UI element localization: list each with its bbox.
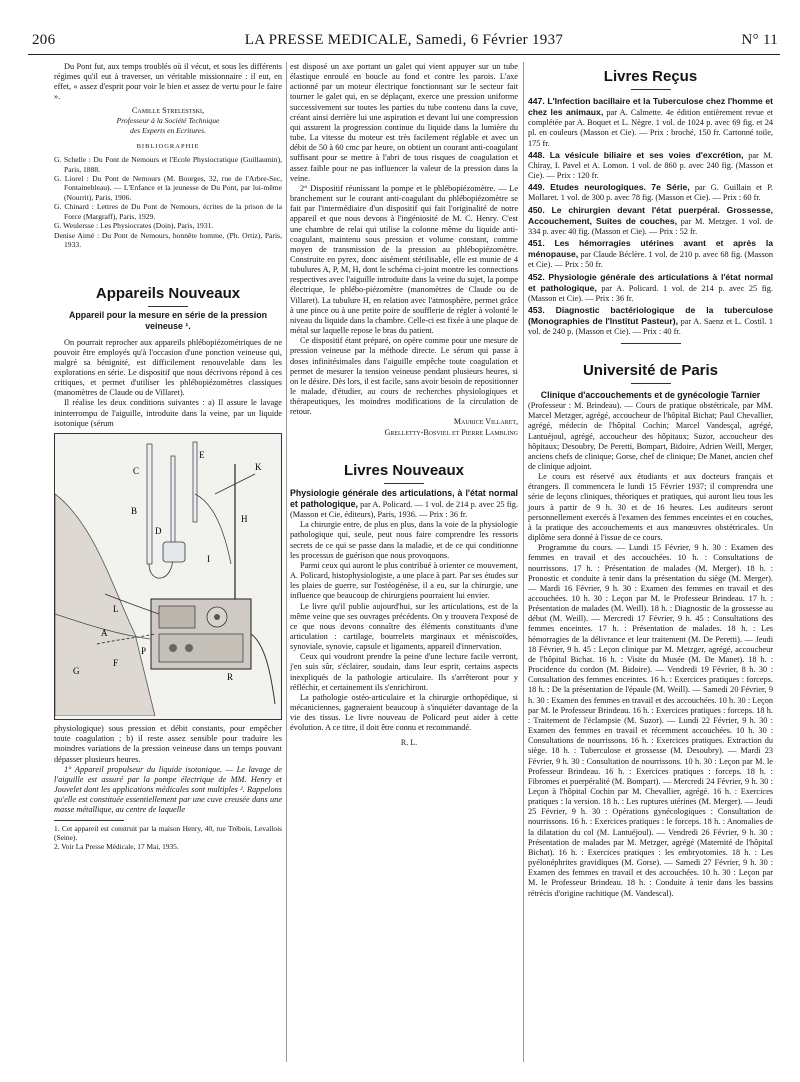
- list-item: [528, 305, 773, 337]
- journal-title: LA PRESSE MEDICALE, Samedi, 6 Février 1937: [244, 32, 564, 48]
- body-paragraph: La chirurgie entre, de plus en plus, dans la voie de la physiologie pathologique qui, seule, peut nous faire comprendre les ressorts secrets de ce qui se passe dans la maladie, et de ce qui conditionne les processus de guérison que nous provoquons.: [290, 520, 518, 560]
- books-received-list: [528, 96, 773, 337]
- column-1: [54, 62, 282, 851]
- book-title: 447. L'Infection bacillaire et la Tuberculose chez l'homme et chez les animaux,: [528, 96, 773, 118]
- intro-author-role: des Experts en Ecritures.: [129, 125, 207, 135]
- signature: R. L.: [400, 737, 418, 747]
- book-meta: par G. Guillain et P. Mollaret. 1 vol. de 300 p. avec 78 fig. (Masson et Cie). — Prix : 60 fr.: [528, 183, 773, 203]
- bibliography-item: G. Schelle : Du Pont de Nemours et l'Ecole Physiocratique (Guillaumin), Paris, 1888.: [54, 155, 282, 174]
- body-paragraph: Parmi ceux qui auront le plus contribué à orienter ce mouvement, A. Policard, histophysiologiste, a une place à part. Par ses études sur les plaies de guerre, sur l'ostéogénèse, il a eu, sur la chirurgie, une influence que beaucoup de chirurgiens pourraient lui envier.: [290, 560, 518, 601]
- body-paragraph: Ceux qui voudront prendre la peine d'une lecture facile verront, j'en suis sûr, s'éclairer, soudain, dans leur esprit, certains aspects inexpliqués de la pathologie articulaire. Ils s'arrêteront pour y réfléchir, et certainement ils s'enrichiront.: [290, 652, 518, 692]
- column-divider: [523, 62, 524, 1062]
- figure-label: R: [227, 671, 234, 682]
- figure-label: B: [131, 505, 138, 516]
- book-meta: par A. Policard. — 1 vol. de 214 p. avec 25 fig. (Masson et Cie, éditeurs), Paris, 1936. — Prix : 36 fr.: [290, 499, 518, 520]
- figure-label: F: [113, 657, 119, 668]
- bibliography-list: [54, 155, 282, 249]
- footnote: 2. Voir La Presse Médicale, 17 Mai, 1935.: [54, 842, 179, 852]
- figure-label: C: [133, 465, 140, 476]
- body-paragraph: physiologique) sous pression et débit constants, pour empêcher toute coagulation ; b) il reste assez sensible pour traduire les moindres variations de la pression veineuse dans un temps pouvant dépasser plusieurs heures.: [54, 724, 282, 764]
- article-title: Appareil pour la mesure en série de la pression veineuse ¹.: [68, 310, 267, 331]
- figure-label: I: [207, 553, 210, 564]
- figure-label: K: [255, 461, 262, 472]
- signature: Grelletty-Bosviel et Pierre Lambling: [384, 427, 518, 437]
- body-paragraph: (Professeur : M. Brindeau). — Cours de pratique obstétricale, par MM. Marcel Metzger, agrégé, accoucheur de l'hôpital Bichat; Paul Chevallier, agrégé, médecin de l'hôpital Cochin; Marcel Vandesçal, agrégé, Lantuéjoul, agrégé, accoucheur des hôpitaux; Suzor, accoucheur des hôpitaux; Desoubry, De Peretti, Bompart, Bidoire, Adrien Weill, Merger, anciens chefs de clinique; Gorse, chef de clinique; De Manet, ancien chef de clinique adjoint.: [528, 401, 773, 471]
- page-number: 206: [32, 32, 56, 48]
- list-item: [528, 96, 773, 149]
- body-paragraph: Le livre qu'il publie aujourd'hui, sur les articulations, est de la même veine que ses ouvrages précédents. On y trouvera l'exposé de ce que nous devons connaître des éléments constituants d'une articulation : cartilage, bourrelets marginaux et méniscoïdes, synoviale, synovie, capsule et ligaments, appareil d'innervation.: [290, 601, 518, 652]
- body-paragraph: Ce dispositif étant préparé, on opère comme pour une mesure de pression veineuse par la méthode directe. Le sérum qui passe à doses infinitésimales dans l'aiguille empêche toute coagulation et permet de mesurer la tension veineuse pendant plusieurs heures, si on le désire. Dès lors, il est facile, sans avoir besoin de repositionner le malade, d'étudier, au cours de recherches physiologiques et thérapeutiques, les moindres modifications de la circulation de retour.: [290, 336, 518, 417]
- column-2: [290, 62, 518, 748]
- column-3: [528, 62, 773, 899]
- figure-label: A: [101, 627, 108, 638]
- section-title-universite: Université de Paris: [582, 362, 719, 380]
- bibliography-item: G. Weulersse : Les Physiocrates (Doin), Paris, 1931.: [54, 221, 214, 231]
- book-title: 452. Physiologie générale des articulations à l'état normal et pathologique,: [528, 271, 773, 293]
- book-meta: par M. Chiray, I. Pavel et A. Lomon. 1 vol. de 860 p. avec 240 fig. (Masson et Cie). — Prix : 120 fr.: [528, 150, 773, 181]
- figure-label: H: [241, 513, 248, 524]
- intro-author-role: Professeur à la Société Technique: [116, 115, 220, 125]
- apparatus-figure: [54, 433, 282, 720]
- bibliography-heading: BIBLIOGRAPHIE: [136, 143, 200, 151]
- footnote-rule: [54, 820, 124, 821]
- book-title: 448. La vésicule biliaire et ses voies d'excrétion,: [528, 149, 744, 160]
- clinic-title: Clinique d'accouchements et de gynécologie Tarnier: [540, 390, 761, 401]
- body-paragraph: Il réalise les deux conditions suivantes : a) Il assure le lavage ininterrompu de l'aiguille, introduite dans la veine, par un liquide isotonique (sérum: [54, 398, 282, 428]
- book-title: Physiologie générale des articulations, à l'état normal et pathologique,: [290, 487, 518, 509]
- body-paragraph: La pathologie ostéo-articulaire et la chirurgie orthopédique, si mécaniciennes, gagneraient beaucoup à s'inquiéter davantage de la vie des tissus. Le livre nouveau de Policard peut aider à cette évolution. A ce titre, il doit être connu et recommandé.: [290, 692, 518, 733]
- list-item: [528, 150, 773, 181]
- title-rule: [631, 383, 671, 384]
- apparatus-illustration: [55, 434, 281, 716]
- intro-paragraph: Du Pont fut, aux temps troublés où il vécut, et sous les différents régimes qu'il eut à traverser, un véritable missionnaire : il eut, en effet, « assez d'esprit pour voir le bien et assez de vertu pour le faire ».: [54, 62, 282, 102]
- figure-label: P: [141, 645, 147, 656]
- body-paragraph: On pourrait reprocher aux appareils phlébopiézométriques de ne pouvoir être employés qu'à l'occasion d'une ponction veineuse qui, malgré sa bénignité, est difficilement renouvelable dans les explorations en série. Le dispositif que nous décrivons répond à ces critiques, et permet d'utiliser les phlébopiézomètres classiques (manomètres de Claude ou de Villaret).: [54, 337, 282, 398]
- book-meta: par A. Policard. 1 vol. de 214 p. avec 25 fig. (Masson et Cie). — Prix : 36 fr.: [528, 283, 773, 303]
- intro-author: Camille Strelestski,: [131, 105, 205, 115]
- book-title: 453. Diagnostic bactériologique de la tuberculose (Monographies de l'Institut Pasteur),: [528, 304, 773, 327]
- list-item: [528, 182, 773, 203]
- book-title: 450. Le chirurgien devant l'état puerpéral. Grossesse, Accouchement, Suites de couches,: [528, 204, 773, 226]
- book-meta: par A. Saenz et L. Costil. 1 vol. de 240 p. (Masson et Cie). — Prix : 40 fr.: [528, 317, 774, 337]
- column-divider: [286, 62, 287, 1062]
- list-item: [528, 205, 773, 237]
- title-rule: [631, 89, 671, 90]
- program-paragraph: Programme du cours. — Lundi 15 Février, 9 h. 30 : Examen des femmes en travail et des accouchées. 10 h. : Consultations de nourrissons. 17 h. : Présentation de malades (M. Merger). 18 h. : Pronostic et conduite à tenir dans la présentation du siège (M. Merger). — Mardi 16 Février, 9 h. 30 : Examen des femmes en travail et des accouchées. 10 h. 30 : Leçon par M. le Professeur Brindeau. 17 h. : Présentation de malades (M. Weill). 18 h. : Diagnostic de la grossesse au début (M. Weill). — Mercredi 17 Février, 9 h. 45 : Consultations des femmes enceintes. 17 h. : Présentation de malades. 18 h. : Les hémorragies de la délivrance et leur traitement (M. De Peretti). — Jeudi 18 Février, 9 h. 45 : Leçon clinique par M. Metzger, agrégé, accoucheur de l'hôpital Bichat. 16 h. : Visite du Musée (M. De Manet). 18 h. : Procidence du cordon (M. Bidoire). — Vendredi 19 Février, 8 h. 30 : Consultation des femmes enceintes. 16 h. : Exercices pratiques : forceps. 18 h. : De la présentation de l'épaule (M. Weill). — Samedi 20 Février, 9 h. 30 : Examen des femmes en travail et des accouchées. 10 h. 30 : Leçon par M. le Professeur Brindeau. 16 h. : Exercices pratiques : forceps. 18 h. : Traitement de l'éclampsie (M. Suzor). — Lundi 22 Février, 9 h. 30 : Examen des femmes en travail et récemment accouchées. 10 h. 30 : Consultations de nourrissons. 16 h. : Exercices pratiques. Extraction du siège. 18 h. : Tuberculose et grossesse (M. Desoubry). — Mardi 23 Février, 9 h. 30 : Consultation de nourrissons. 10 h. 30 : Leçon par M. le Professeur Brindeau. 16 h. : Exercices pratiques : forceps. 18 h. : Fibromes et puerpéralité (M. Bompart). — Mercredi 24 Février, 9 h. 30 : Leçon à l'hôpital Cochin par M. Chevallier, agrégé. 16 h. : Exercices pratiques : la version. 18 h. : Les ruptures utérines (M. Merger). — Jeudi 25 Février, 9 h. 30 : Opérations gynécologiques : Consultation de nourrissons. 16 h. : Exercices pratiques : le forceps. 18 h. : Anomalies de la dilatation du col (M. Lantuéjoul). — Vendredi 26 Février, 9 h. 30 : Présentation de malades par M. Metzger, agrégé (Maternité de l'hôpital Bichat). 16 h. : Exercices pratiques : les embryotomies. 18 h. : Les pyélonéphrites gravidiques (M. Gorse). — Samedi 27 Février, 9 h. 30 : Examen des femmes en travail et des accouchées. 10 h. 30 : Leçon par M. le Professeur Brindeau. 18 h. : Conduite à tenir dans les bassins rétrécis d'origine rachitique (M. Vandescal).: [528, 543, 773, 898]
- book-meta: par Claude Béclère. 1 vol. de 210 p. avec 68 fig. (Masson et Cie). — Prix : 50 fr.: [528, 250, 773, 270]
- issue-number: N° 11: [741, 32, 778, 48]
- bibliography-item: G. Liorel : Du Pont de Nemours (M. Bourges, 32, rue de l'Arbre-Sec, Fontainebleau). — L'Enfance et la jeunesse de Du Pont, par lui-même (Nourrit), Paris, 1906.: [54, 174, 282, 202]
- figure-label: G: [73, 665, 80, 676]
- page-header: [28, 32, 780, 55]
- section-title-livres-nouveaux: Livres Nouveaux: [343, 461, 465, 479]
- bibliography-item: G. Chinard : Lettres de Du Pont de Nemours, écrites de la prison de la Force (Margraff), Paris, 1929.: [54, 202, 282, 221]
- list-item: [528, 272, 773, 304]
- book-meta: par A. Calmette. 4e édition entièrement revue et complétée par A. Boquet et L. Nègre. 1 vol. de 1024 p. avec 69 fig. et 24 pl. en couleurs (Masson et Cie). — Prix : broché, 150 fr. Cartonné toile, 175 fr.: [528, 108, 773, 148]
- bibliography-item: Denise Aimé : Du Pont de Nemours, honnête homme, (Ph. Ortiz), Paris, 1933.: [54, 230, 282, 249]
- book-title: 449. Etudes neurologiques. 7e Série,: [528, 182, 690, 193]
- section-title-livres-recus: Livres Reçus: [603, 68, 698, 85]
- figure-label: L: [113, 603, 119, 614]
- body-paragraph: Le cours est réservé aux étudiants et aux docteurs français et étrangers. Il commencera le lundi 15 Février 1937; il comprendra une série de leçons cliniques, théoriques et pratiques, qui auront lieu tous les jours à partir de 9 h. 30 et de 16 heures. Les auditeurs seront personnellement exercés à l'examen des femmes enceintes et en couches, à la pratique des accouchements et aux manœuvres obstétricales. Un diplôme sera donné à l'issue de ce cours.: [528, 472, 773, 543]
- section-title-appareils: Appareils Nouveaux: [95, 285, 241, 303]
- body-paragraph: 2° Dispositif réunissant la pompe et le phlébopiézomètre. — Le branchement sur le courant anti-coagulant du phlébopiézomètre se fait par l'intermédiaire d'un dispositif qui fait l'originalité de notre appareil et que nous devons à l'ingéniosité de M. C. Henry. C'est une chambre de relai qui utilise la colonne même du liquide anti-coagulant, maintenu sous pression et volume constant, comme moyen de transmission de la pression au phlébopiézomètre. Construite en pyrex, donc aisément stérilisable, elle est munie de 4 tubulures A, P, M, H, dont le schéma ci-joint montre les connections respectives avec l'aiguille introduite dans la veine du sujet, la pompe électrique, le phlébo-piézomètre (manomètres de Claude ou de Villaret). La tubulure H, en relation avec l'atmosphère, permet grâce à une pince ou à une petite poire de soufflerie de régler à volonté le niveau du liquide dans la chambre. Celle-ci est fixée à une plaque de métal sur laquelle repose le bras du patient.: [290, 183, 518, 336]
- list-item: [528, 238, 773, 270]
- book-meta: par M. Metzger. 1 vol. de 334 p. avec 40 fig. (Masson et Cie). — Prix : 52 fr.: [528, 216, 773, 236]
- figure-label: D: [155, 525, 162, 536]
- title-rule: [384, 483, 424, 484]
- section-rule: [621, 343, 681, 344]
- footnote: 1. Cet appareil est construit par la maison Henry, 40, rue Trébois, Levallois (Seine).: [54, 824, 282, 843]
- title-rule: [148, 306, 188, 307]
- figure-label: E: [199, 449, 205, 460]
- body-paragraph: est disposé un axe portant un galet qui vient appuyer sur un tube élastique enroulé en boucle au fond et contre les parois. L'axe actionné par un moteur électrique fonctionnant sur le secteur fait tourner le galet qui, en se déplaçant, exerce une pression uniforme successivement sur toutes les parties du tube contenu dans la cuve, créant ainsi derrière lui une aspiration et devant lui une compression qui assurent la progression continue du liquide dans la lumière du tube. La vitesse du moteur est très facilement réglable et avec un débit de 50 à 60 cmc par heure, on obtient un courant anti-coagulant suffisant pour se mettre à l'abri de tous risques de coagulation et assez faible pour ne pas influencer la valeur de la pression dans la veine.: [290, 62, 518, 183]
- signature: Maurice Villaret,: [453, 417, 518, 427]
- body-paragraph: 1° Appareil propulseur du liquide isotonique. — Le lavage de l'aiguille est assuré par la pompe électrique de MM. Henry et Jouvelet dont les applications médicales sont multiples ². Rappelons qu'elle est constituée essentiellement par une cuve creusée dans une masse métallique, au centre de laquelle: [54, 764, 282, 815]
- book-title: 451. Les hémorragies utérines avant et après la ménopause,: [528, 238, 773, 260]
